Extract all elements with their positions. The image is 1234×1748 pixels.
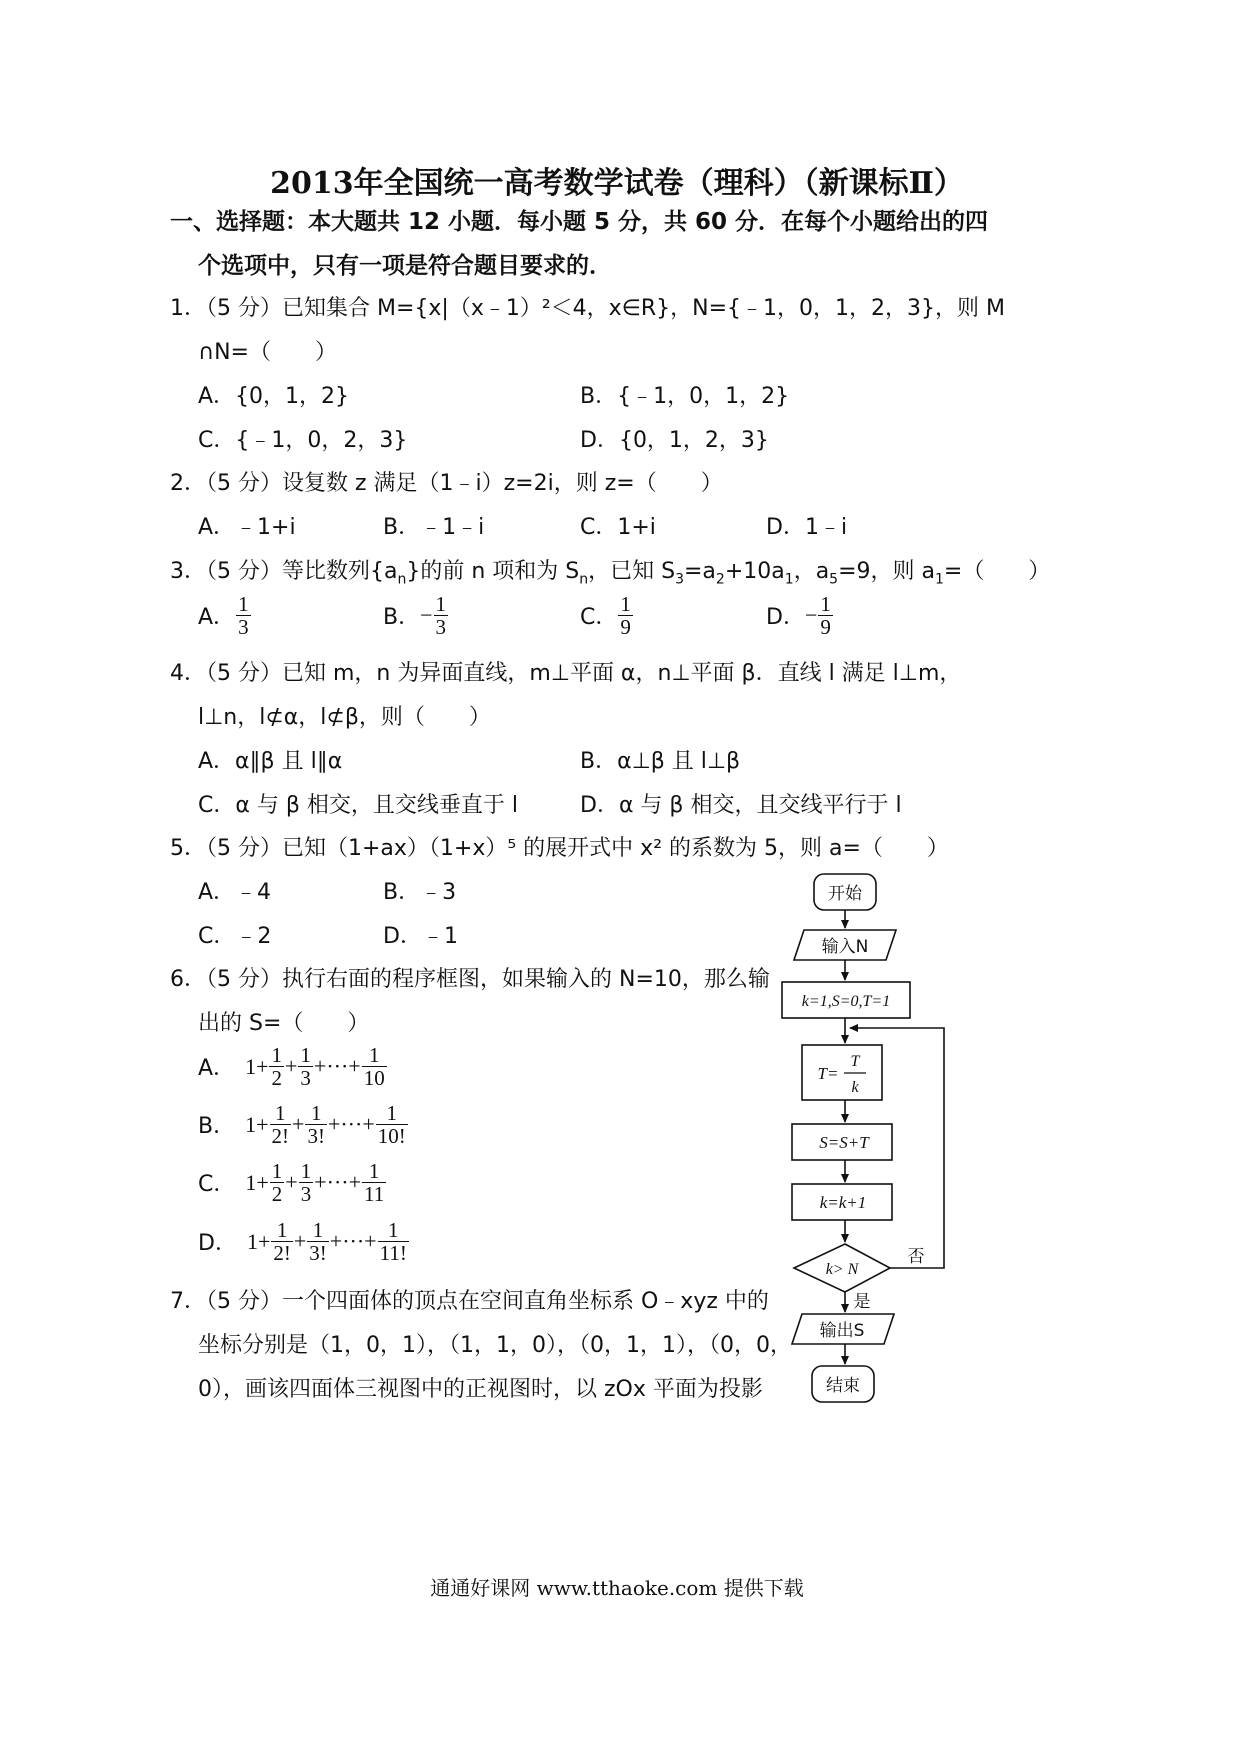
q1-option-d: D．{0，1，2，3} [580,428,769,453]
flow-end-label: 结束 [826,1376,860,1396]
q3-option-b: B．− $\frac{1}{3}$ [383,592,447,640]
flow-output-label: 输出S [819,1321,865,1341]
section-heading-line2: 个选项中，只有一项是符合题目要求的． [198,253,612,279]
q4-option-d: D．α 与 β 相交，且交线平行于 l [580,793,902,818]
flow-input-label: 输入N [821,937,869,957]
q6-stem-line2: 出的 S=（ ） [198,1011,370,1036]
q6-option-d: D． 1+ $\frac{1}{2!}$ + $\frac{1}{3!}$ +···+ $\frac{1}{11!}$ [198,1218,407,1266]
q6-option-b: B． 1+ $\frac{1}{2!}$ + $\frac{1}{3!}$ +···+ $\frac{1}{10!}$ [198,1101,406,1149]
flow-yes-label: 是 [853,1292,871,1312]
q3-stem: 3．（5 分）等比数列$\{a_n\}$的前 n 项和为 $S_n$，已知 $S_3=a_2+10a_1$，$a_5=9$，则 $a_1=$（ ） [170,559,1051,588]
flow-s-update-label: S=S+T [819,1133,869,1152]
q1-option-c: C．{﹣1，0，2，3} [198,428,408,453]
q3-option-c: C． $\frac{1}{9}$ [580,592,631,640]
flow-condition-label: k> N [825,1261,859,1278]
q7-stem-line3: 0），画该四面体三视图中的正视图时，以 zOx 平面为投影 [198,1377,763,1402]
flow-no-label: 否 [907,1247,925,1267]
q3-option-a: A． $\frac{1}{3}$ [198,592,249,640]
page-title: 2013年全国统一高考数学试卷（理科）（新课标Ⅱ） [270,166,964,201]
flow-init-label: k=1,S=0,T=1 [801,993,891,1010]
program-flowchart [770,860,970,1420]
q2-stem: 2．（5 分）设复数 z 满足（1﹣i）z=2i，则 z=（ ） [170,471,723,496]
q5-option-d: D．﹣1 [383,924,458,949]
flow-start-label: 开始 [828,884,862,904]
flow-t-den: k [851,1079,859,1096]
q2-option-d: D．1﹣i [766,515,848,540]
q6-option-a: A． 1+ $\frac{1}{2}$ + $\frac{1}{3}$ +···+ $\frac{1}{10}$ [198,1043,385,1091]
q1-option-b: B．{﹣1，0，1，2} [580,384,790,409]
q7-stem-line1: 7．（5 分）一个四面体的顶点在空间直角坐标系 O﹣xyz 中的 [170,1289,769,1314]
q2-option-c: C．1+i [580,515,656,540]
q4-option-b: B．α⊥β 且 l⊥β [580,749,741,774]
q6-option-c: C． 1+ $\frac{1}{2}$ + $\frac{1}{3}$ +···+ $\frac{1}{11}$ [198,1159,385,1207]
q4-stem-line1: 4．（5 分）已知 m，n 为异面直线，m⊥平面 α，n⊥平面 β．直线 l 满足 l⊥m， [170,661,962,686]
q4-option-c: C．α 与 β 相交，且交线垂直于 l [198,793,518,818]
q5-option-c: C．﹣2 [198,924,272,949]
flow-t-update-box [802,1045,882,1100]
q5-option-b: B．﹣3 [383,880,457,905]
flow-t-num: T [850,1053,860,1070]
q1-option-a: A．{0，1，2} [198,384,350,409]
q4-option-a: A．α∥β 且 l∥α [198,749,343,774]
section-heading-line1: 一、选择题：本大题共 12 小题．每小题 5 分，共 60 分．在每个小题给出的四 [170,209,989,235]
q1-stem-line1: 1．（5 分）已知集合 M={x|（x﹣1）²＜4，x∈R}，N={﹣1，0，1，2，3}，则 M [170,296,1005,321]
q4-stem-line2: l⊥n，l⊄α，l⊄β，则（ ） [198,705,491,730]
q3-option-d: D．− $\frac{1}{9}$ [766,592,831,640]
q6-stem-line1: 6．（5 分）执行右面的程序框图，如果输入的 N=10，那么输 [170,967,770,992]
page-footer: 通通好课网 www.tthaoke.com 提供下载 [430,1576,804,1600]
q5-option-a: A．﹣4 [198,880,272,905]
flow-k-update-label: k=k+1 [819,1193,867,1212]
q5-stem: 5．（5 分）已知（1+ax）（1+x）⁵ 的展开式中 x² 的系数为 5，则 a=（ ） [170,836,949,861]
q2-option-b: B．﹣1﹣i [383,515,485,540]
flow-t-lhs: T= [817,1064,839,1083]
q1-stem-line2: ∩N=（ ） [198,340,337,365]
q7-stem-line2: 坐标分别是（1，0，1），（1，1，0），（0，1，1），（0，0， [198,1333,792,1358]
q2-option-a: A．﹣1+i [198,515,296,540]
